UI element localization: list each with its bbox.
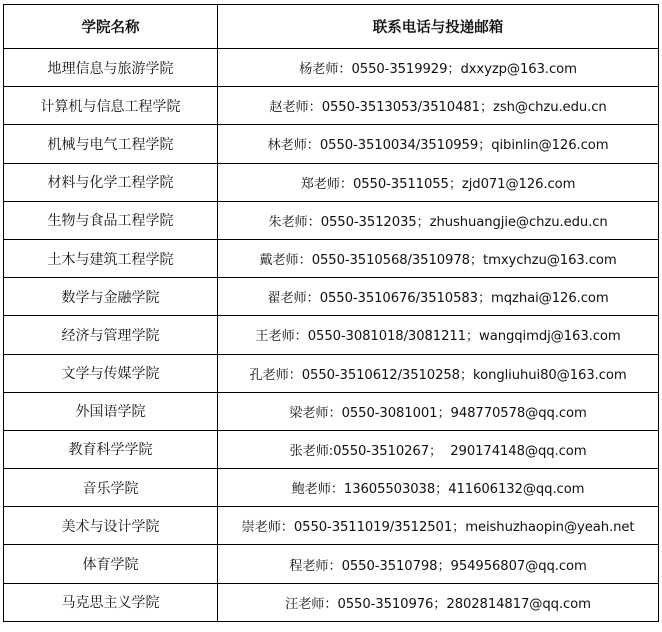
table-row (4, 239, 659, 277)
college-name-cell: 音乐学院 (4, 469, 218, 507)
table-row (4, 316, 659, 354)
table-row (4, 469, 659, 507)
contact-cell: 翟老师：0550-3510676/3510583；mqzhai@126.com (218, 278, 659, 316)
contact-cell: 杨老师：0550-3519929；dxxyzp@163.com (218, 49, 659, 87)
college-name-cell: 马克思主义学院 (4, 583, 218, 621)
contact-cell: 郑老师：0550-3511055；zjd071@126.com (218, 163, 659, 201)
contact-cell: 林老师：0550-3510034/3510959；qibinlin@126.com (218, 125, 659, 163)
table-row (4, 354, 659, 392)
contact-cell: 朱老师：0550-3512035；zhushuangjie@chzu.edu.cn (218, 201, 659, 239)
table-row (4, 49, 659, 87)
contact-cell: 王老师：0550-3081018/3081211；wangqimdj@163.com (218, 316, 659, 354)
table-header-row (4, 5, 659, 49)
contact-cell: 程老师：0550-3510798；954956807@qq.com (218, 545, 659, 583)
contact-cell: 梁老师：0550-3081001；948770578@qq.com (218, 392, 659, 430)
contact-cell: 汪老师：0550-3510976；2802814817@qq.com (218, 583, 659, 621)
college-name-cell: 经济与管理学院 (4, 316, 218, 354)
college-name-cell: 土木与建筑工程学院 (4, 239, 218, 277)
contact-cell: 赵老师：0550-3513053/3510481；zsh@chzu.edu.cn (218, 87, 659, 125)
table-row (4, 125, 659, 163)
college-name-cell: 地理信息与旅游学院 (4, 49, 218, 87)
college-name-cell: 美术与设计学院 (4, 507, 218, 545)
header-college-name: 学院名称 (4, 5, 218, 49)
table-row (4, 87, 659, 125)
college-name-cell: 数学与金融学院 (4, 278, 218, 316)
college-name-cell: 机械与电气工程学院 (4, 125, 218, 163)
table-row (4, 278, 659, 316)
table-row (4, 201, 659, 239)
college-name-cell: 材料与化学工程学院 (4, 163, 218, 201)
college-name-cell: 生物与食品工程学院 (4, 201, 218, 239)
contact-cell: 鲍老师：13605503038；411606132@qq.com (218, 469, 659, 507)
college-name-cell: 体育学院 (4, 545, 218, 583)
college-name-cell: 文学与传媒学院 (4, 354, 218, 392)
college-name-cell: 计算机与信息工程学院 (4, 87, 218, 125)
contact-cell: 孔老师：0550-3510612/3510258；kongliuhui80@163.com (218, 354, 659, 392)
college-name-cell: 外国语学院 (4, 392, 218, 430)
table-row (4, 392, 659, 430)
header-contact-info: 联系电话与投递邮箱 (218, 5, 659, 49)
table-row (4, 430, 659, 468)
table-row (4, 507, 659, 545)
contact-cell: 戴老师：0550-3510568/3510978；tmxychzu@163.com (218, 239, 659, 277)
college-name-cell: 教育科学学院 (4, 430, 218, 468)
table-row (4, 545, 659, 583)
table-row (4, 583, 659, 621)
contact-table (3, 4, 659, 622)
contact-cell: 崇老师：0550-3511019/3512501；meishuzhaopin@yeah.net (218, 507, 659, 545)
table-row (4, 163, 659, 201)
contact-cell: 张老师:0550-3510267； 290174148@qq.com (218, 430, 659, 468)
